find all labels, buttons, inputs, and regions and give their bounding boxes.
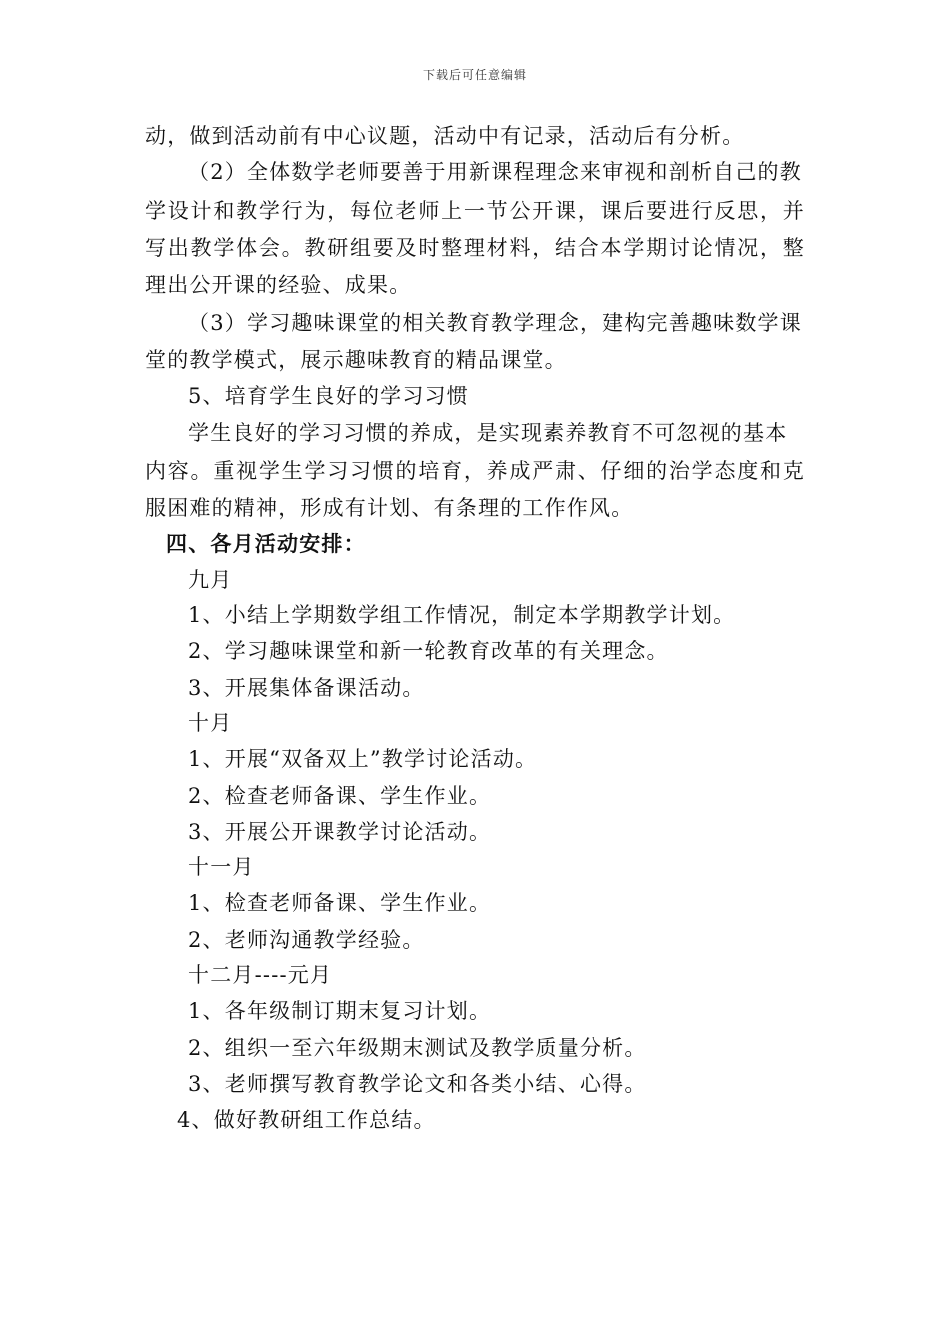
page-header: 下载后可任意编辑 — [422, 68, 527, 82]
month-heading: 九月 — [188, 568, 233, 592]
paragraph-line: 服困难的精神，形成有计划、有条理的工作作风。 — [145, 496, 634, 520]
paragraph-line: （3）学习趣味课堂的相关教育教学理念，建构完善趣味数学课 — [188, 311, 802, 335]
month-heading: 十月 — [188, 711, 233, 735]
list-item: 3、开展集体备课活动。 — [188, 676, 425, 700]
paragraph-line: 写出教学体会。教研组要及时整理材料，结合本学期讨论情况，整 — [145, 236, 805, 260]
list-item: 1、开展“双备双上”教学讨论活动。 — [188, 747, 538, 771]
paragraph-line: 堂的教学模式，展示趣味教育的精品课堂。 — [145, 348, 567, 372]
list-item: 1、各年级制订期末复习计划。 — [188, 999, 492, 1023]
section-heading: 四、各月活动安排： — [166, 531, 366, 556]
paragraph-line: 动，做到活动前有中心议题，活动中有记录，活动后有分析。 — [145, 124, 745, 148]
list-item: 1、小结上学期数学组工作情况，制定本学期教学计划。 — [188, 603, 736, 627]
month-heading: 十二月----元月 — [188, 963, 333, 987]
month-heading: 十一月 — [188, 855, 255, 879]
list-item: 2、学习趣味课堂和新一轮教育改革的有关理念。 — [188, 639, 669, 663]
paragraph-line: （2）全体数学老师要善于用新课程理念来审视和剖析自己的教 — [188, 160, 802, 184]
section-subtitle: 5、培育学生良好的学习习惯 — [188, 384, 469, 408]
list-item: 4、做好教研组工作总结。 — [177, 1108, 436, 1132]
list-item: 1、检查老师备课、学生作业。 — [188, 891, 492, 915]
paragraph-line: 内容。重视学生学习习惯的培育，养成严肃、仔细的治学态度和克 — [145, 459, 805, 483]
paragraph-line: 学生良好的学习习惯的养成，是实现素养教育不可忽视的基本 — [188, 421, 788, 445]
list-item: 2、检查老师备课、学生作业。 — [188, 784, 492, 808]
paragraph-line: 理出公开课的经验、成果。 — [145, 273, 412, 297]
list-item: 3、老师撰写教育教学论文和各类小结、心得。 — [188, 1072, 647, 1096]
list-item: 2、组织一至六年级期末测试及教学质量分析。 — [188, 1036, 647, 1060]
paragraph-line: 学设计和教学行为，每位老师上一节公开课，课后要进行反思，并 — [145, 199, 805, 223]
list-item: 3、开展公开课教学讨论活动。 — [188, 820, 492, 844]
list-item: 2、老师沟通教学经验。 — [188, 928, 425, 952]
